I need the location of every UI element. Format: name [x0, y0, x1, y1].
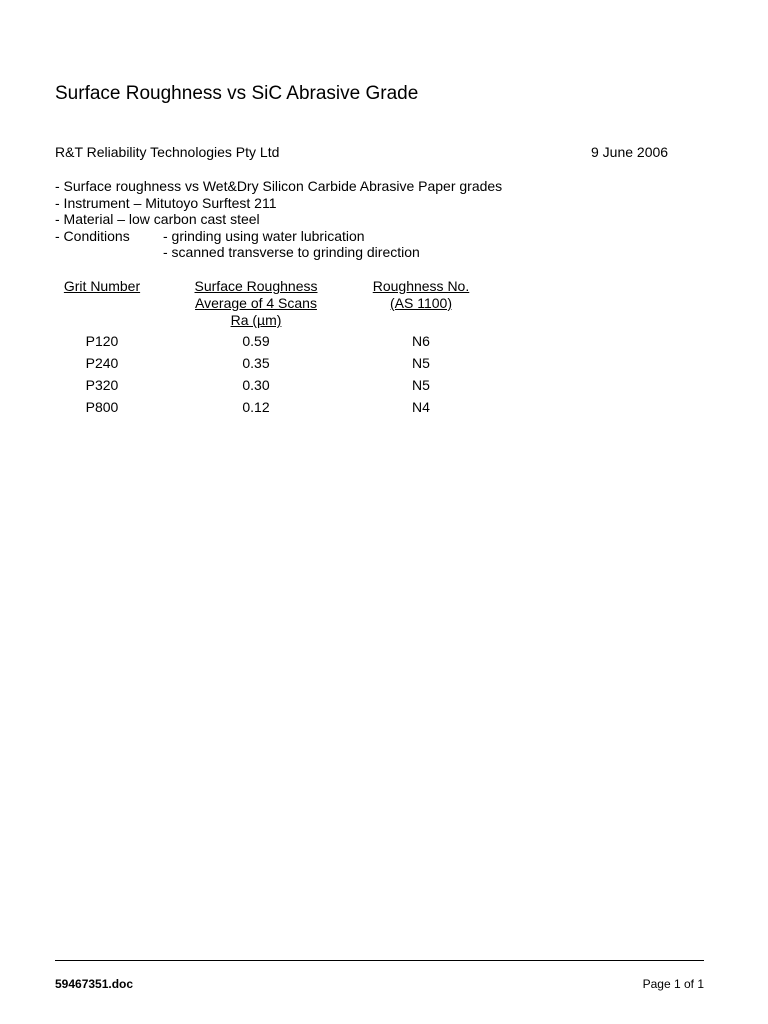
condition-item: - grinding using water lubrication — [163, 227, 365, 244]
cell-grit: P240 — [85, 355, 119, 371]
header-text: Average of 4 Scans — [195, 295, 317, 311]
table-row — [0, 333, 768, 350]
header-text: Ra (µm) — [230, 312, 282, 328]
footer-filename: 59467351.doc — [55, 977, 134, 991]
cell-ra: 0.30 — [242, 377, 270, 393]
cell-grit: P320 — [85, 377, 119, 393]
footer-divider — [55, 960, 704, 961]
header-surface-roughness — [176, 278, 336, 329]
table-row — [0, 355, 768, 372]
header-grit-number — [52, 278, 152, 295]
cell-roughness-number: N5 — [412, 355, 430, 371]
header-text: (AS 1100) — [390, 295, 452, 311]
note-item: - Surface roughness vs Wet&Dry Silicon Carbide Abrasive Paper grades — [55, 178, 503, 194]
header-roughness-number — [356, 278, 486, 312]
cell-ra: 0.12 — [242, 399, 270, 415]
cell-ra: 0.59 — [242, 333, 270, 349]
condition-item: - scanned transverse to grinding direction — [163, 244, 420, 260]
cell-roughness-number: N4 — [412, 399, 430, 415]
table-row — [0, 399, 768, 416]
header-text: Grit Number — [63, 278, 141, 294]
notes-list — [55, 178, 502, 261]
cell-ra: 0.35 — [242, 355, 270, 371]
cell-grit: P800 — [85, 399, 119, 415]
cell-roughness-number: N5 — [412, 377, 430, 393]
cell-grit: P120 — [85, 333, 119, 349]
document-title: Surface Roughness vs SiC Abrasive Grade — [55, 83, 419, 104]
cell-roughness-number: N6 — [412, 333, 430, 349]
table-row — [0, 377, 768, 394]
conditions-line — [55, 228, 502, 245]
note-item: - Material – low carbon cast steel — [55, 211, 260, 227]
header-text: Roughness No. — [372, 278, 470, 294]
footer-page-number: Page 1 of 1 — [642, 977, 704, 991]
company-name: R&T Reliability Technologies Pty Ltd — [55, 144, 280, 160]
document-date: 9 June 2006 — [591, 144, 669, 160]
note-item: - Instrument – Mitutoyo Surftest 211 — [55, 194, 277, 211]
conditions-label: - Conditions — [55, 227, 130, 244]
header-text: Surface Roughness — [194, 278, 318, 294]
conditions-line — [55, 244, 502, 261]
